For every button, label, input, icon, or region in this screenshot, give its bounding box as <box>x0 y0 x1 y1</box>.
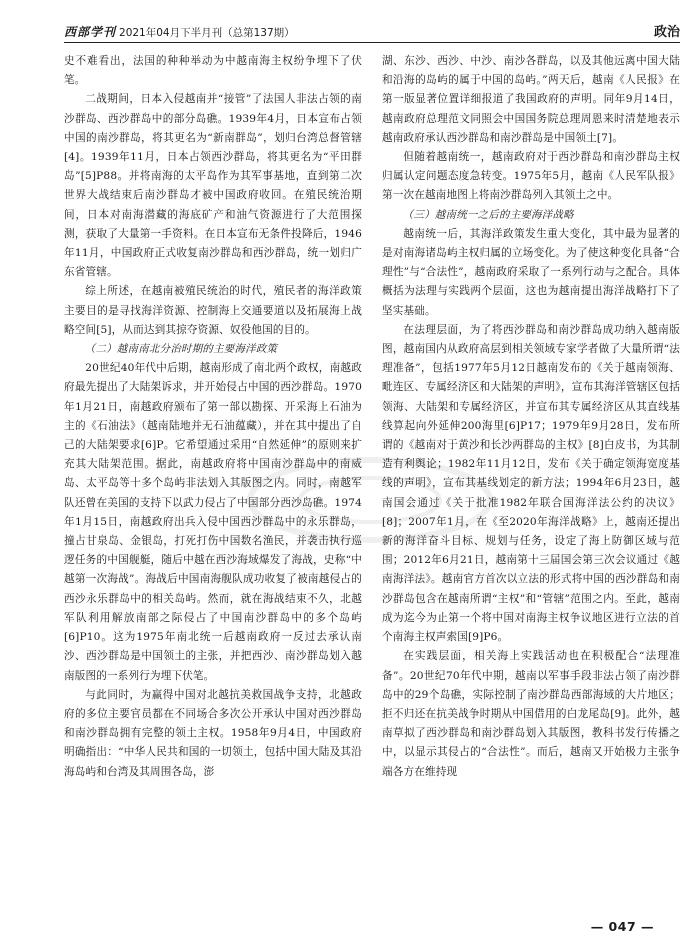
article-body <box>64 52 680 900</box>
paragraph: 越南统一后，其海洋政策发生重大变化，其中最为显著的是对南海诸岛屿主权归属的立场变化。为了使这种变化具备“合理性”与“合法性”，越南政府采取了一系列行动与之配合。具体概括为法理与实践两个层面，这也为越南提出海洋战略打下了坚实基础。 <box>382 227 680 317</box>
paragraph: 20世纪40年代中后期，越南形成了南北两个政权，南越政府最先提出了大陆架诉求，并开始侵占中国的西沙群岛。1970年1月21日，南越政府颁布了第一部以勘探、开采海上石油为主的《石油法》（越南陆地并无石油蕴藏），并在其中提出了自己的大陆架要求[6]P。它希望通过采用“自然延伸”的原则来扩充其大陆架范围。据此，南越政府将中国南沙群岛中的南威岛、太平岛等十多个岛屿非法划入其版图之内。同时，南越军队还曾在美国的支持下以武力侵占了中国部分西沙岛礁。1974年1月15日，南越政府出兵入侵中国西沙群岛中的永乐群岛，撞占甘泉岛、金银岛，打死打伤中国数名渔民，并袭击执行巡逻任务的中国舰艇，随后中越在西沙海域爆发了海战，史称“中越第一次海战”。海战后中国南海舰队成功收复了被南越侵占的西沙永乐群岛中的相关岛屿。然而，就在海战结束不久，北越军队利用解放南部之际侵占了中国南沙群岛中的多个岛屿[6]P10。这为1975年南北统一后越南政府一反过去承认南沙、西沙群岛是中国领土的主张，并把西沙、南沙群岛划入越南版图的一系列行为埋下伏笔。 <box>64 362 362 682</box>
page-number: — 047 — <box>590 919 654 934</box>
journal-brand <box>64 23 295 40</box>
paragraph: 与此同时，为赢得中国对北越抗美救国战争支持，北越政府的多位主要官员都在不同场合多次公开承认中国对西沙群岛和南沙群岛拥有完整的领土主权。1958年9月4日，中国政府明确指出：“中华人民共和国的一切领土，包括中国大陆及其沿海岛屿和台湾及其周围各岛，澎 <box>64 688 362 778</box>
left-column <box>64 52 362 900</box>
journal-name: 西部学刊 <box>64 25 117 39</box>
right-column <box>382 52 680 900</box>
section-label: 政治 <box>653 25 680 40</box>
running-header <box>64 18 680 43</box>
section-heading: （三）越南统一之后的主要海洋战略 <box>402 208 574 221</box>
paragraph: 史不难看出，法国的种种举动为中越南海主权纷争埋下了伏笔。 <box>64 55 362 87</box>
paragraph: 但随着越南统一，越南政府对于西沙群岛和南沙群岛主权归属认定问题态度急转变。1975年5月，越南《人民军队报》第一次在越南地图上将南沙群岛列入其领土之中。 <box>382 151 680 202</box>
section-heading: （二）越南南北分治时期的主要海洋政策 <box>84 343 278 356</box>
issue-info: 2021年04月下半月刊（总第137期） <box>119 27 295 39</box>
paragraph: 在法理层面，为了将西沙群岛和南沙群岛成功纳入越南版图，越南国内从政府高层到相关领域专家学者做了大量所谓“法理准备”，包括1977年5月12日越南发布的《关于越南领海、毗连区、专属经济区和大陆架的声明》，宣布其海洋管辖区包括领海、大陆架和专属经济区，并宣布其专属经济区从其直线基线算起向外延伸200海里[6]P17；1979年9月28日，发布所谓的《越南对于黄沙和长沙两群岛的主权》[8]白皮书，为其制造有利舆论；1982年11月12日，发布《关于确定领海宽度基线的声明》，宣布其基线划定的新方法；1994年6月23日，越南国会通过《关于批准1982年联合国海洋法公约的决议》[8]；2007年1月，在《至2020年海洋战略》上，越南还提出新的海洋奋斗目标、规划与任务，设定了海上防御区域与范围；2012年6月21日，越南第十三届国会第三次会议通过《越南海洋法》。越南官方首次以立法的形式将中国的西沙群岛和南沙群岛包含在越南所谓“主权”和“管辖”范围之内。至此，越南成为迄今为止第一个将中国对南海主权争议地区进行立法的首个南海主权声索国[9]P6。 <box>382 323 680 644</box>
paragraph: 二战期间，日本入侵越南并“接管”了法国人非法占领的南沙群岛、西沙群岛中的部分岛礁。1939年4月，日本宣布占领中国的南沙群岛，将其更名为“新南群岛”，划归台湾总督管辖[4]。1939年11月，日本占领西沙群岛，将其更名为“平田群岛”[5]P88。并将南海的太平岛作为其军事基地，直到第二次世界大战结束后南沙群岛才被中国政府收回。在殖民统治期间，日本对南海潜藏的海底矿产和油气资源进行了大范围探测，获取了大量第一手资料。在日本宣布无条件投降后，1946年11月，中国政府正式收复南沙群岛和西沙群岛，统一划归广东省管辖。 <box>64 93 362 279</box>
paragraph: 综上所述，在越南被殖民统治的时代，殖民者的海洋政策主要目的是寻找海洋资源、控制海上交通要道以及拓展海上战略空间[5]，从而达到其掠夺资源、奴役他国的目的。 <box>64 285 362 336</box>
paragraph: 在实践层面，相关海上实践活动也在积极配合“法理准备”。20世纪70年代中期，越南以军事手段非法占领了南沙群岛中的29个岛礁，实际控制了南沙群岛西部海域的大片地区；拒不归还在抗美战争时期从中国借用的白龙尾岛[9]。此外，越南草拟了西沙群岛和南沙群岛划入其版图，教科书发行传播之中，以显示其侵占的“合法性”。而后，越南又开始极力主张争端各方在维持现 <box>382 650 680 778</box>
paragraph: 湖、东沙、西沙、中沙、南沙各群岛，以及其他远离中国大陆和沿海的岛屿的属于中国的岛屿。”两天后，越南《人民报》在第一版显著位置详细报道了我国政府的声明。同年9月14日，越南政府总理范文同照会中国国务院总理周恩来时清楚地表示越南政府承认西沙群岛和南沙群岛是中国领土[7]。 <box>382 55 680 144</box>
